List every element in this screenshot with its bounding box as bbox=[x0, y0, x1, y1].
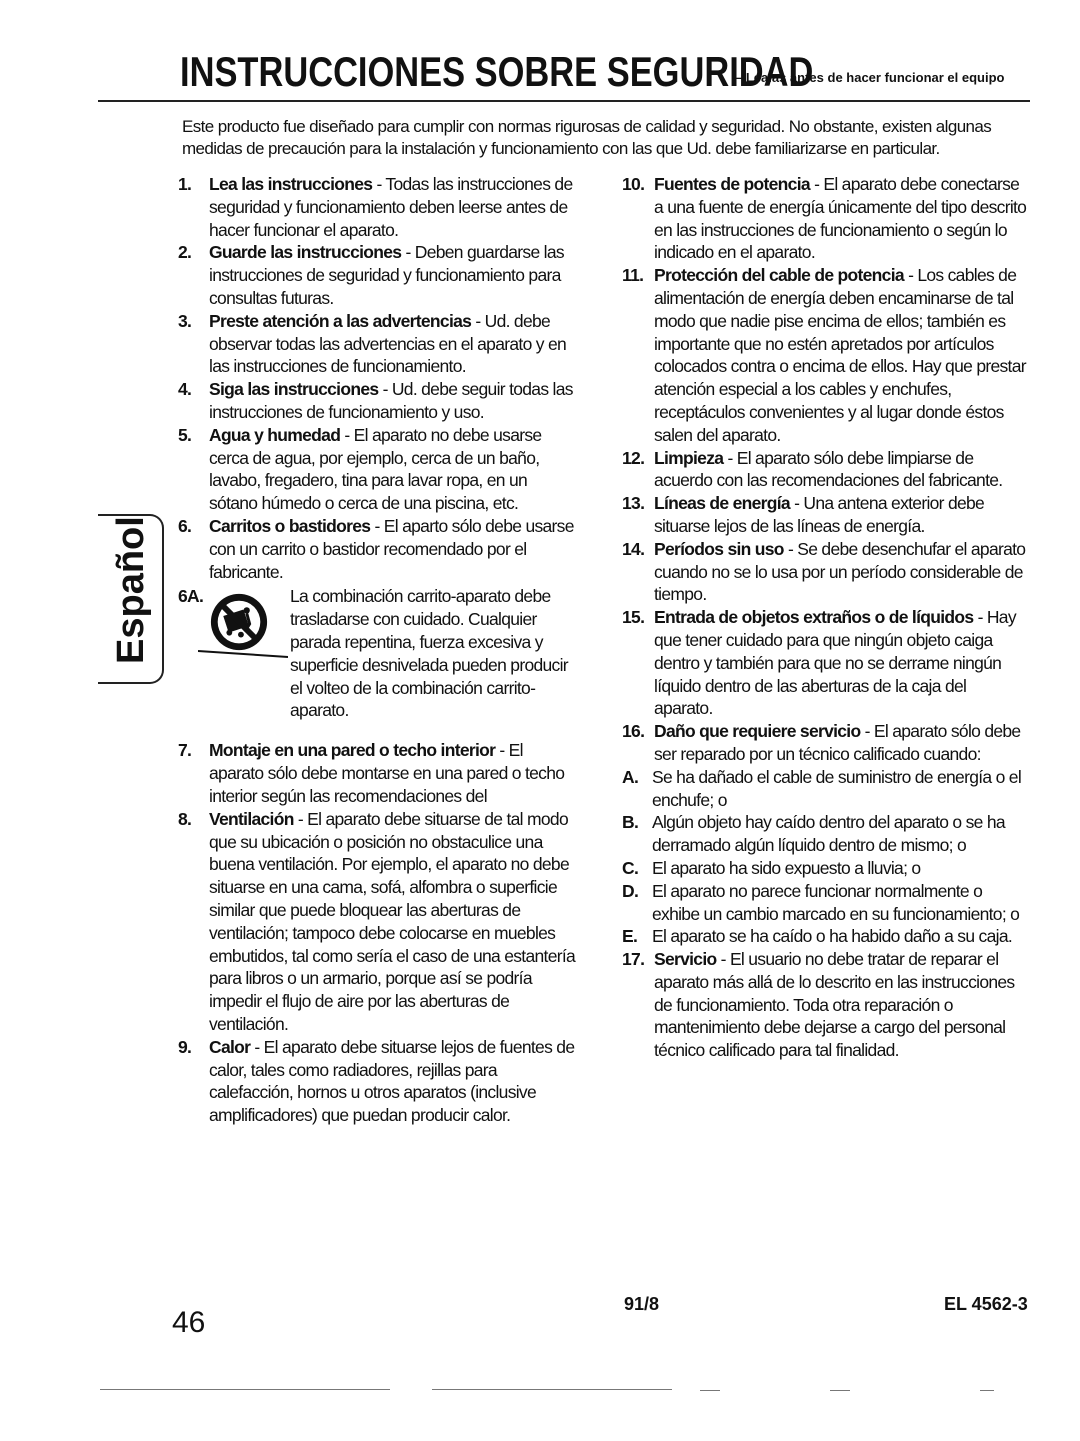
item-heading: Calor bbox=[209, 1036, 251, 1057]
print-code-left: 91/8 bbox=[624, 1294, 660, 1314]
item-text: - Una antena exterior debe situarse lejos de las líneas de energía. bbox=[654, 493, 985, 536]
scan-artifact-line bbox=[980, 1390, 994, 1391]
item-heading: Preste atención a las advertencias bbox=[209, 310, 472, 331]
title-main: INSTRUCCIONES SOBRE SEGURIDAD bbox=[180, 48, 814, 95]
safety-item bbox=[622, 447, 1027, 493]
item-heading: Lea las instrucciones bbox=[209, 174, 373, 194]
safety-item bbox=[178, 808, 578, 1036]
item-number: 15. bbox=[622, 607, 645, 628]
safety-item bbox=[622, 720, 1027, 766]
item-text: - Ud. debe seguir todas las instrucciones de funcionamiento y uso. bbox=[209, 379, 573, 422]
condition-text: Algún objeto hay caído dentro del aparato o se ha derramado algún líquido dentro de mismo; o bbox=[652, 812, 1005, 856]
safety-item bbox=[178, 739, 578, 807]
intro-paragraph: Este producto fue diseñado para cumplir con normas rigurosas de calidad y seguridad. No obstante, existen algunas medidas de precaución para la instalación y funcionamiento con las que Ud. debe familiarizarse en particular. bbox=[182, 117, 992, 158]
item-heading: Agua y humedad bbox=[209, 424, 341, 445]
item-number: 9. bbox=[178, 1036, 192, 1057]
item-number: 2. bbox=[178, 242, 192, 263]
scan-artifact-line bbox=[700, 1390, 720, 1391]
language-tab-label: Español bbox=[110, 516, 152, 664]
condition-text: El aparato ha sido expuesto a lluvia; o bbox=[652, 857, 921, 878]
safety-item bbox=[178, 378, 578, 424]
item-number: 3. bbox=[178, 310, 192, 331]
safety-item bbox=[622, 538, 1027, 606]
item-text: - El aparato debe situarse lejos de fuentes de calor, tales como radiadores, rejillas para calefacción, hornos u otros aparatos (inclusive amplificadores) que puedan producir calor. bbox=[209, 1036, 575, 1126]
condition-letter: C. bbox=[622, 857, 639, 878]
scan-artifact-line bbox=[432, 1389, 672, 1390]
item-number: 16. bbox=[622, 721, 645, 742]
item-heading: Montaje en una pared o techo interior bbox=[209, 740, 496, 761]
item-heading: Limpieza bbox=[654, 447, 724, 468]
condition-text: Se ha dañado el cable de suministro de energía o el enchufe; o bbox=[652, 766, 1022, 810]
page-title bbox=[180, 48, 1005, 96]
item-number: 13. bbox=[622, 493, 645, 514]
item-text: - El usuario no debe tratar de reparar el aparato más allá de lo descrito en las instrucciones de funcionamiento. Toda otra reparación o mantenimiento debe dejarse a cargo del personal técnico calificado para tal finalidad. bbox=[654, 949, 1015, 1061]
safety-item bbox=[622, 173, 1027, 264]
scan-artifact-line bbox=[830, 1390, 850, 1391]
item-number: 6. bbox=[178, 515, 192, 536]
item-text: - El aparato no debe usarse cerca de agua, por ejemplo, cerca de un baño, lavabo, fregadero, tina para lavar ropa, en un sótano húmedo o cerca de una piscina, etc. bbox=[209, 424, 542, 514]
item-number: 8. bbox=[178, 808, 192, 829]
item-text: - Ud. debe observar todas las advertencias en el aparato y en las instrucciones de funcionamiento. bbox=[209, 310, 567, 377]
title-rule bbox=[98, 100, 1030, 102]
item-text: - El aparato sólo debe montarse en una pared o techo interior según las recomendaciones del bbox=[209, 740, 565, 806]
item-number: 1. bbox=[178, 174, 192, 194]
cart-tip-over-warning-icon bbox=[208, 591, 270, 653]
print-code-right: EL 4562-3 bbox=[944, 1294, 1028, 1314]
item-heading: Daño que requiere servicio bbox=[654, 721, 861, 742]
language-tab bbox=[98, 514, 164, 684]
item-text: - Se debe desenchufar el aparato cuando no se lo usa por un período considerable de tiempo. bbox=[654, 538, 1026, 605]
item-heading: Entrada de objetos extraños o de líquidos bbox=[654, 607, 974, 628]
safety-item bbox=[622, 948, 1027, 1062]
item-text: - El aparato debe conectarse a una fuente de energía únicamente del tipo descrito en las instrucciones de funcionamiento o según lo indicado en el aparato. bbox=[654, 174, 1027, 263]
right-column bbox=[622, 173, 1027, 1062]
condition-letter: E. bbox=[622, 926, 638, 947]
safety-item bbox=[622, 492, 1027, 538]
service-condition bbox=[622, 857, 1027, 880]
item-text: - Todas las instrucciones de seguridad y funcionamiento deben leerse antes de hacer funcionar el aparato. bbox=[209, 174, 573, 240]
item-text: - El aparto sólo debe usarse con un carrito o bastidor recomendado por el fabricante. bbox=[209, 515, 574, 582]
item-number: 11. bbox=[622, 265, 644, 286]
safety-item bbox=[622, 606, 1027, 720]
condition-text: El aparato se ha caído o ha habido daño a su caja. bbox=[652, 926, 1013, 947]
warning-6a-text: La combinación carrito-aparato debe trasladarse con cuidado. Cualquier parada repentina, fuerza excesiva y superficie desnivelada pueden producir el volteo de la combinación carrito-aparato. bbox=[290, 586, 568, 721]
service-condition bbox=[622, 880, 1027, 926]
item-heading: Carritos o bastidores bbox=[209, 515, 371, 536]
condition-letter: B. bbox=[622, 812, 639, 833]
item-heading: Servicio bbox=[654, 949, 717, 970]
item-number: 4. bbox=[178, 379, 192, 400]
item-number: 17. bbox=[622, 949, 645, 970]
item-number: 5. bbox=[178, 424, 192, 445]
safety-item bbox=[178, 1036, 578, 1127]
warning-6a bbox=[178, 585, 578, 737]
safety-item bbox=[178, 173, 578, 241]
item-number: 12. bbox=[622, 447, 645, 468]
safety-item bbox=[178, 515, 578, 583]
item-heading: Protección del cable de potencia bbox=[654, 265, 904, 286]
item-heading: Ventilación bbox=[209, 808, 294, 829]
safety-item bbox=[178, 424, 578, 515]
item-text: - El aparato sólo debe ser reparado por un técnico calificado cuando: bbox=[654, 721, 1021, 764]
floor-line-icon bbox=[198, 647, 288, 659]
item-text: - El aparato debe situarse de tal modo que su ubicación o posición no obstaculice una buena ventilación. Por ejemplo, el aparato no debe situarse en una cama, sofá, alfombra o superficie similar que puede bloquear las aberturas de ventilación; tampoco debe colocarse en muebles embutidos, tal como sería el caso de una estantería para libros o un armario, porque así se podría impedir el flujo de aire por las aberturas de ventilación. bbox=[209, 808, 576, 1034]
page-number: 46 bbox=[172, 1306, 206, 1339]
item-text: - Deben guardarse las instrucciones de seguridad y funcionamiento para consultas futuras. bbox=[209, 242, 564, 308]
service-condition bbox=[622, 766, 1027, 812]
item-number: 14. bbox=[622, 538, 645, 559]
safety-item bbox=[622, 264, 1027, 446]
scan-artifact-line bbox=[100, 1389, 390, 1390]
condition-text: El aparato no parece funcionar normalmente o exhibe un cambio marcado en su funcionamiento; o bbox=[652, 880, 1020, 924]
item-heading: Períodos sin uso bbox=[654, 538, 784, 559]
safety-item bbox=[178, 310, 578, 378]
item-number: 10. bbox=[622, 174, 645, 194]
condition-letter: A. bbox=[622, 766, 639, 787]
item-heading: Fuentes de potencia bbox=[654, 174, 810, 194]
condition-letter: D. bbox=[622, 880, 639, 901]
service-condition bbox=[622, 925, 1027, 948]
item-text: - El aparato sólo debe limpiarse de acuerdo con las recomendaciones del fabricante. bbox=[654, 447, 1003, 491]
item-text: - Los cables de alimentación de energía deben encaminarse de tal modo que nadie pise encima de ellos; también es importante que no estén apretados por artículos colocados contra o encima de ellos. Hay que prestar atención especial a los cables y enchufes, receptáculos convenientes y al lugar donde éstos salen del aparato. bbox=[654, 265, 1026, 445]
item-text: - Hay que tener cuidado para que ningún objeto caiga dentro y también para que no se derrame ningún líquido dentro de las aberturas de la caja del aparato. bbox=[654, 607, 1016, 719]
title-subtitle: – Léalas antes de hacer funcionar el equipo bbox=[735, 70, 1005, 85]
item-heading: Líneas de energía bbox=[654, 493, 790, 514]
safety-item bbox=[178, 241, 578, 309]
item-number: 7. bbox=[178, 740, 192, 761]
item-heading: Guarde las instrucciones bbox=[209, 242, 402, 263]
warning-6a-number: 6A. bbox=[178, 586, 204, 607]
left-column bbox=[178, 173, 578, 1127]
item-heading: Siga las instrucciones bbox=[209, 379, 379, 400]
service-condition bbox=[622, 811, 1027, 857]
